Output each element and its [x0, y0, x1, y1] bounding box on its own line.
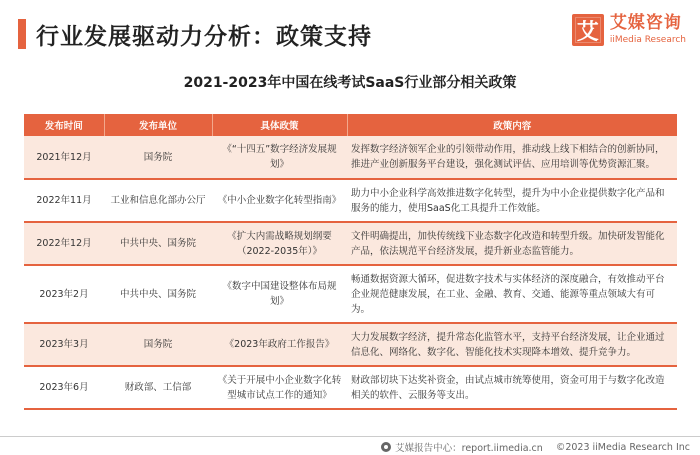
cell-issuer: 中共中央、国务院 [104, 265, 212, 323]
cell-issuer: 工业和信息化部办公厅 [104, 179, 212, 222]
cell-policy: 《2023年政府工作报告》 [212, 323, 347, 366]
cell-content: 大力发展数字经济，提升常态化监管水平，支持平台经济发展，让企业通过信息化、网络化、数字化、智能化技术实现降本增效、提升竞争力。 [347, 323, 677, 366]
cell-content: 发挥数字经济领军企业的引领带动作用，推动线上线下相结合的创新协同，推进产业创新服务平台建设，强化测试评估、应用培训等优势资源汇聚。 [347, 136, 677, 179]
cell-content: 助力中小企业科学高效推进数字化转型，提升为中小企业提供数字化产品和服务的能力，使用SaaS化工具提升工作效能。 [347, 179, 677, 222]
column-header-content: 政策内容 [347, 114, 677, 136]
table-row [24, 366, 677, 409]
title-accent-bar [18, 19, 26, 49]
cell-policy: 《关于开展中小企业数字化转型城市试点工作的通知》 [212, 366, 347, 409]
footer [381, 440, 690, 454]
cell-date: 2022年11月 [24, 179, 104, 222]
cell-content: 文件明确提出，加快传统线下业态数字化改造和转型升级。加快研发智能化产品，依法规范平台经济发展，提升新业态监管能力。 [347, 222, 677, 265]
cell-content: 财政部切块下达奖补资金，由试点城市统筹使用，资金可用于与数字化改造相关的软件、云服务等支出。 [347, 366, 677, 409]
column-header-issuer: 发布单位 [104, 114, 212, 136]
source-globe-icon [381, 442, 391, 452]
policy-table [24, 114, 677, 410]
brand-english: iiMedia Research [609, 35, 686, 45]
brand-text [610, 15, 686, 45]
table-title: 2021-2023年中国在线考试SaaS行业部分相关政策 [183, 75, 517, 91]
footer-divider [0, 436, 700, 437]
brand-logo-icon [572, 14, 604, 46]
column-header-policy: 具体政策 [212, 114, 347, 136]
cell-issuer: 国务院 [104, 136, 212, 179]
table-row [24, 323, 677, 366]
cell-issuer: 中共中央、国务院 [104, 222, 212, 265]
cell-policy: 《“十四五”数字经济发展规划》 [212, 136, 347, 179]
page-title: 行业发展驱动力分析：政策支持 [36, 24, 372, 50]
cell-policy: 《数字中国建设整体布局规划》 [212, 265, 347, 323]
cell-policy: 《中小企业数字化转型指南》 [212, 179, 347, 222]
cell-issuer: 财政部、工信部 [104, 366, 212, 409]
cell-date: 2023年6月 [24, 366, 104, 409]
table-row [24, 265, 677, 323]
cell-date: 2022年12月 [24, 222, 104, 265]
brand-name: 艾媒咨询 [609, 13, 682, 33]
cell-date: 2023年2月 [24, 265, 104, 323]
cell-content: 畅通数据资源大循环，促进数字技术与实体经济的深度融合，有效推动平台企业规范健康发展，在工业、金融、教育、交通、能源等重点领域大有可为。 [347, 265, 677, 323]
column-header-date: 发布时间 [24, 114, 104, 136]
table-row [24, 179, 677, 222]
table-row [24, 222, 677, 265]
table-row [24, 136, 677, 179]
table-header-row [24, 114, 677, 136]
cell-issuer: 国务院 [104, 323, 212, 366]
cell-date: 2023年3月 [24, 323, 104, 366]
cell-policy: 《扩大内需战略规划纲要（2022-2035年）》 [212, 222, 347, 265]
brand-logo-char: 艾 [576, 19, 599, 45]
brand [572, 14, 686, 46]
footer-copyright: ©2023 iiMedia Research Inc [555, 441, 690, 453]
cell-date: 2021年12月 [24, 136, 104, 179]
footer-separator [548, 442, 551, 453]
footer-source[interactable]: 艾媒报告中心：report.iimedia.cn [395, 443, 543, 454]
